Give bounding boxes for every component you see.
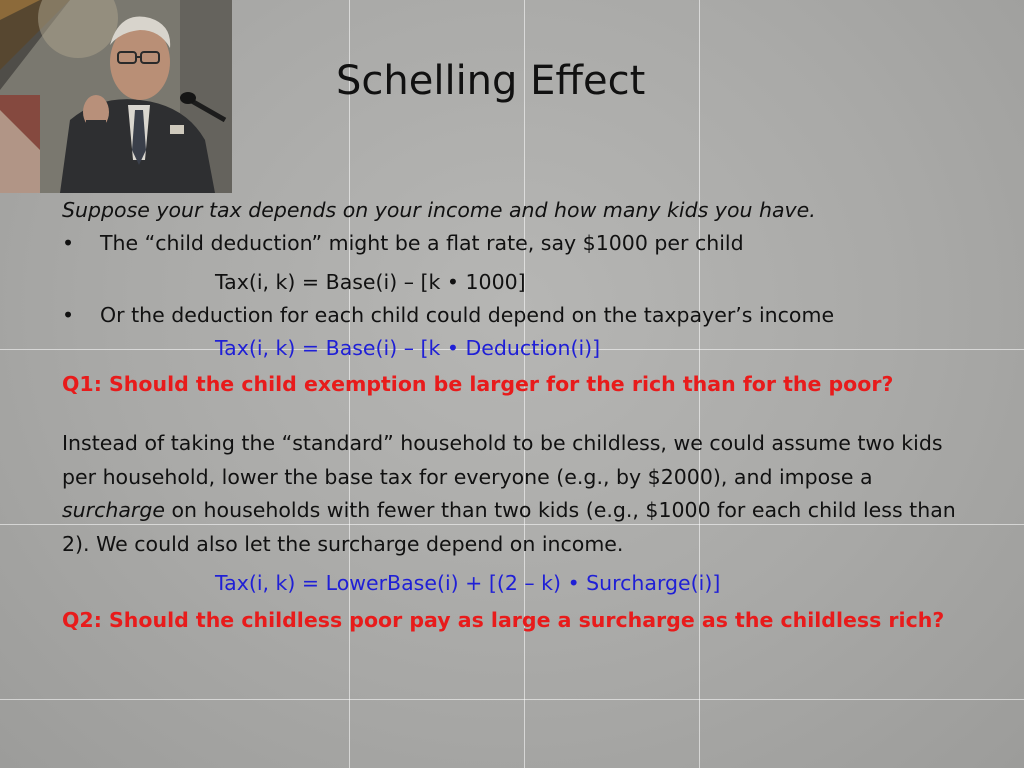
bullet-text: Or the deduction for each child could depend on the taxpayer’s income: [100, 303, 835, 327]
slide-title: Schelling Effect: [336, 58, 646, 104]
grid-line: [0, 699, 1024, 700]
speaker-photo: [0, 0, 232, 193]
bullet-icon: •: [62, 303, 75, 327]
formula-surcharge: Tax(i, k) = LowerBase(i) + [(2 – k) • Surcharge(i)]: [215, 571, 721, 595]
bullet-item: [62, 299, 972, 332]
question-1: Q1: Should the child exemption be larger for the rich than for the poor?: [62, 372, 894, 396]
formula-deduction: Tax(i, k) = Base(i) – [k • Deduction(i)]: [215, 336, 601, 360]
slide-body: [62, 194, 972, 637]
paragraph-standard-household: [62, 427, 972, 561]
paragraph-text: on households with fewer than two kids (e.g., $1000 for each child less than 2). We could also let the surcharge depend on income.: [62, 498, 956, 556]
surcharge-emphasis: surcharge: [62, 498, 165, 522]
formula-flat: Tax(i, k) = Base(i) – [k • 1000]: [215, 270, 526, 294]
question-2: Q2: Should the childless poor pay as large a surcharge as the childless rich?: [62, 608, 945, 632]
bullet-item: [62, 227, 972, 260]
spacer: [62, 401, 972, 427]
paragraph-text: Instead of taking the “standard” household to be childless, we could assume two kids per household, lower the base tax for everyone (e.g., by $2000), and impose a: [62, 431, 943, 489]
bullet-icon: •: [62, 231, 75, 255]
intro-text: Suppose your tax depends on your income and how many kids you have.: [62, 198, 816, 222]
bullet-text: The “child deduction” might be a flat rate, say $1000 per child: [100, 231, 744, 255]
